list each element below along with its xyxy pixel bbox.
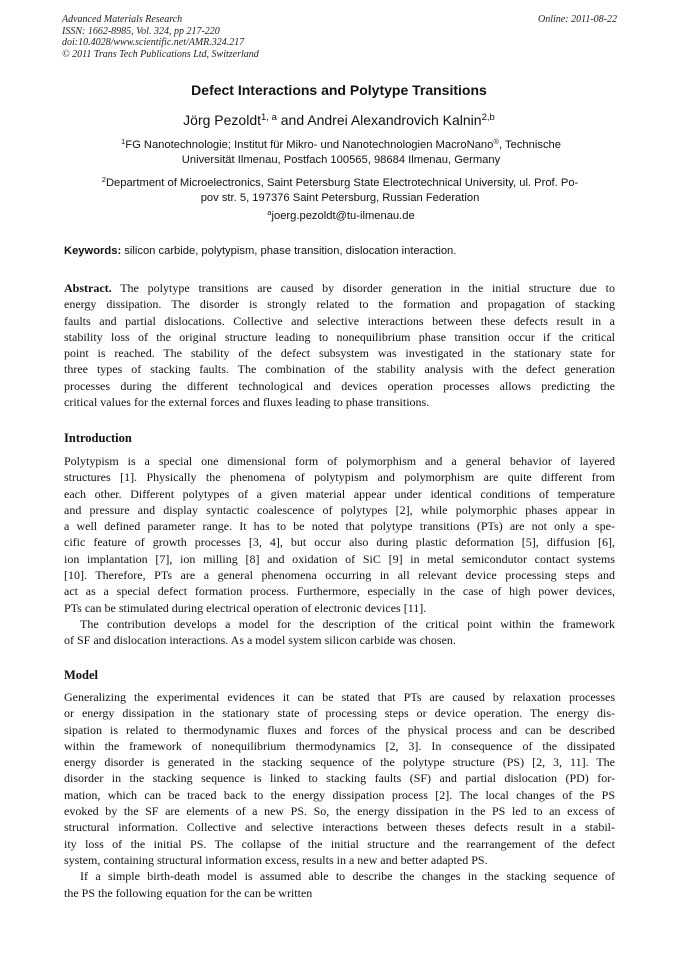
author-line bbox=[0, 112, 678, 128]
model-line: energy disorder is generated in the stacking sequence of the polytype structure (PS) [2, 3, 11]. The bbox=[64, 755, 615, 770]
model-line: within the framework of nonequilibrium thermodynamics [2, 3]. In consequence of the dissipated bbox=[64, 738, 615, 753]
email-link[interactable]: joerg.pezoldt@tu-ilmenau.de bbox=[271, 210, 415, 222]
copyright-line: © 2011 Trans Tech Publications Ltd, Switzerland bbox=[62, 48, 259, 60]
abstract-line: critical values for the external forces and fluxes leading to phase transitions. bbox=[64, 395, 430, 410]
keywords-text: silicon carbide, polytypism, phase transition, dislocation interaction. bbox=[121, 245, 457, 257]
model-line: disorder in the stacking sequence is linked to stacking faults (SF) and partial dislocation (PD) for- bbox=[64, 771, 615, 786]
author-2: and Andrei Alexandrovich Kalnin bbox=[276, 112, 482, 128]
abstract-line: three types of stacking faults. The combination of the stability analysis with the defect generation bbox=[64, 362, 615, 377]
intro-line: act as a special defect formation process. Furthermore, especially in the case of high power devices, bbox=[64, 584, 615, 599]
intro-line: ion implantation [7], ion milling [8] and oxidation of SiC [9] in metal semicondutor contact systems bbox=[64, 551, 615, 566]
affiliation-2 bbox=[60, 176, 620, 206]
intro-line: PTs can be stimulated during electrical operation of electronic devices [11]. bbox=[64, 600, 427, 615]
keywords bbox=[64, 245, 616, 257]
model-line: ity loss of the initial PS. The collapse of the initial structure and the rearrangement of the defect bbox=[64, 836, 615, 851]
abstract-line bbox=[64, 280, 615, 296]
email-line bbox=[68, 209, 614, 224]
model-body bbox=[64, 689, 615, 901]
model-line: If a simple birth-death model is assumed able to describe the changes in the stacking sequence of bbox=[80, 869, 615, 884]
affiliation-1-text-end: , Technische bbox=[499, 139, 561, 151]
journal-name: Advanced Materials Research bbox=[62, 14, 183, 25]
model-heading: Model bbox=[64, 668, 99, 682]
doi-line[interactable]: doi:10.4028/www.scientific.net/AMR.324.217 bbox=[62, 37, 245, 48]
issn-line: ISSN: 1662-8985, Vol. 324, pp 217-220 bbox=[62, 25, 220, 37]
intro-line: a well defined parameter range. It has to be noted that polytype transitions (PTs) are not only a spe- bbox=[64, 519, 615, 534]
affiliation-2-text: Department of Microelectronics, Saint Petersburg State Electrotechnical University, ul. Prof. Po- bbox=[105, 177, 579, 189]
introduction-body bbox=[64, 453, 615, 649]
affiliation-2-line-2: pov str. 5, 197376 Saint Petersburg, Russian Federation bbox=[200, 192, 480, 204]
model-line: the PS the following equation for the can be written bbox=[64, 885, 313, 900]
model-line: or energy dissipation in the stationary state of processing steps or device operation. The energy dis- bbox=[64, 706, 615, 721]
model-line: evoked by the SF are elements of a new PS. So, the energy dissipation in the PS led to an excess of bbox=[64, 804, 615, 819]
abstract bbox=[64, 280, 615, 410]
intro-line: structures [1]. Physically the phenomena of polytypism and polymorphism are quite different from bbox=[64, 470, 615, 485]
intro-line: The contribution develops a model for the description of the critical point within the framework bbox=[80, 616, 615, 631]
author-2-superscript: 2,b bbox=[481, 111, 495, 123]
author-1: Jörg Pezoldt bbox=[183, 112, 261, 128]
intro-line: [10]. Therefore, PTs are a general phenomena occurring in all relevant device processing steps and bbox=[64, 568, 615, 583]
affiliation-1-marker: 1 bbox=[121, 136, 126, 146]
affiliation-1-line-2: Universität Ilmenau, Postfach 100565, 98684 Ilmenau, Germany bbox=[181, 154, 501, 166]
abstract-line: point is reached. The stability of the defect subsystem was investigated in the stationary state for bbox=[64, 346, 615, 361]
intro-line: each other. Different polytypes of a given material appear under identical conditions of temperature bbox=[64, 486, 615, 501]
model-line: mation, which can be traced back to the energy dissipation process [2]. The local changes of the PS bbox=[64, 787, 615, 802]
email-marker: a bbox=[267, 207, 272, 217]
author-1-superscript: 1, a bbox=[261, 111, 277, 123]
journal-header bbox=[62, 14, 617, 60]
model-line: Generalizing the experimental evidences it can be stated that PTs are caused by relaxation processes bbox=[64, 690, 615, 704]
registered-mark: ® bbox=[493, 136, 499, 146]
model-line: system, containing structural information excess, results in a new and better adapted PS. bbox=[64, 852, 488, 867]
keywords-label: Keywords: bbox=[64, 245, 122, 257]
introduction-heading: Introduction bbox=[64, 431, 132, 445]
abstract-line: stability loss of the original structure leading to nonequilibrium phase transition occur if the critical bbox=[64, 329, 615, 344]
affiliation-1-text: FG Nanotechnologie; Institut für Mikro- und Nanotechnologien MacroNano bbox=[125, 139, 494, 151]
affiliation-2-marker: 2 bbox=[101, 174, 106, 184]
abstract-line: processes during the different technological and devices operation processes allows predicting the bbox=[64, 378, 615, 393]
paper-title: Defect Interactions and Polytype Transitions bbox=[191, 82, 487, 98]
abstract-label: Abstract. bbox=[64, 281, 112, 295]
intro-line: of SF and dislocation interactions. As a model system silicon carbide was chosen. bbox=[64, 633, 456, 648]
online-date: Online: 2011-08-22 bbox=[538, 14, 617, 25]
model-line: structural information. Collective and selective interactions between theses defects result in a stabil- bbox=[64, 820, 615, 835]
model-line: sipation is related to thermodynamic fluxes and forces of the physical process and can be described bbox=[64, 722, 615, 737]
abstract-text: The polytype transitions are caused by disorder generation in the initial structure due to bbox=[111, 281, 615, 295]
abstract-line: faults and partial dislocations. Collective and selective interactions between these defects result in a bbox=[64, 313, 615, 328]
intro-line: cific feature of growth processes [3, 4], but occur also during plastic deformation [5], diffusion [6], bbox=[64, 535, 615, 550]
abstract-line: energy dissipation. The disorder is strongly related to the formation and propagation of stacking bbox=[64, 297, 615, 312]
intro-line: Polytypism is a special one dimensional form of polymorphism and a general behavior of layered bbox=[64, 454, 615, 468]
affiliation-1 bbox=[68, 138, 614, 168]
intro-line: and pressure and display syntactic coalescence of polytypes [2], while polymorphic phases appear in bbox=[64, 502, 615, 517]
